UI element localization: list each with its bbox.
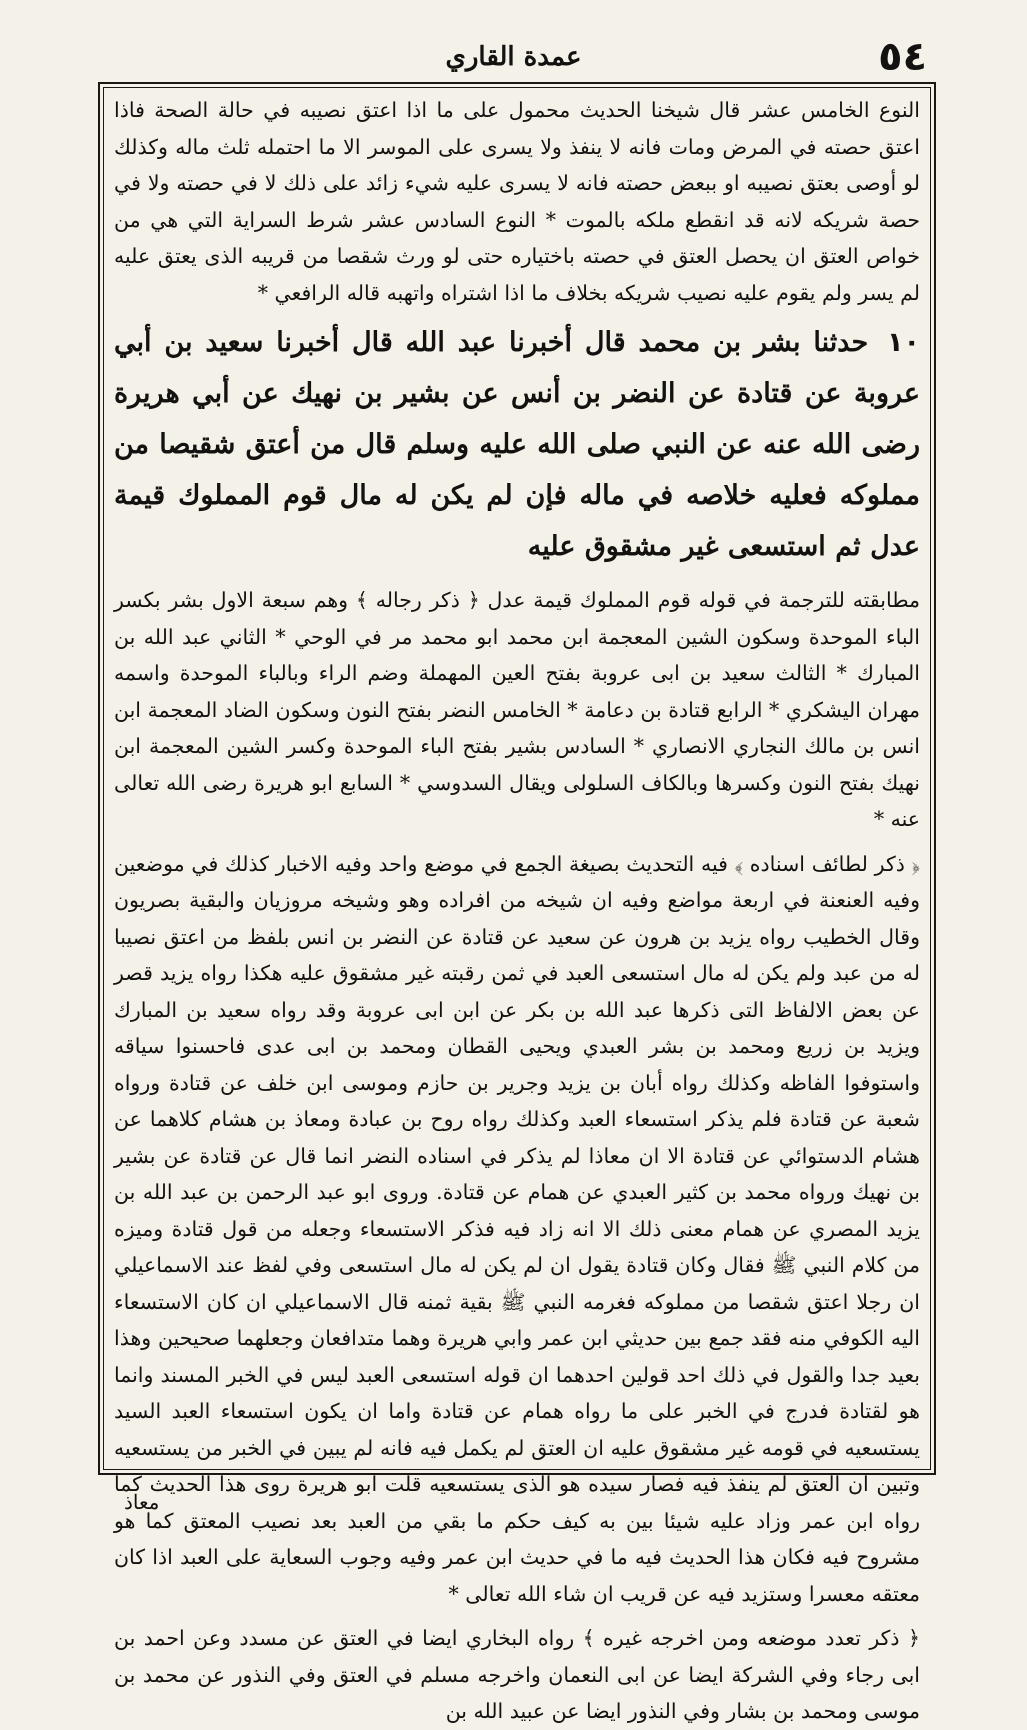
commentary-paragraph-2: مطابقته للترجمة في قوله قوم المملوك قيمة عدل ﴿ ذكر رجاله ﴾ وهم سبعة الاول بشر بكسر الباء الموحدة وسكون الشين المعجمة ابن محمد ابو محمد مر في الوحي * الثاني عبد الله بن المبارك * الثالث سعيد بن ابى عروبة بفتح العين المهملة وضم الراء وبالباء الموحدة واسمه مهران اليشكري * الرابع قتادة بن دعامة * الخامس النضر بفتح النون وسكون الضاد المعجمة ابن انس بن مالك النجاري الانصاري * السادس بشير بفتح الباء الموحدة وكسر الشين المعجمة ابن نهيك بفتح النون وكسرها وبالكاف السلولى ويقال السدوسي * السابع ابو هريرة رضى الله تعالى عنه * [114,588,920,831]
commentary-paragraph-3: ﴿ ذكر لطائف اسناده ﴾ فيه التحديث بصيغة الجمع في موضع واحد وفيه الاخبار كذلك في موضعين وفيه العنعنة في اربعة مواضع وفيه ان شيخه من افراده وهو وشيخه مروزيان والبقية بصريون وقال الخطيب رواه يزيد بن هرون عن سعيد عن قتادة عن النضر بن انس بلفظ من اعتق نصيبا له من عبد ولم يكن له مال استسعى العبد في ثمن رقبته غير مشقوق عليه هكذا رواه يزيد قصر عن بعض الالفاظ التى ذكرها عبد الله بن بكر عن ابن ابى عروبة وقد رواه سعيد بن المبارك ويزيد بن زريع ومحمد بن بشر العبدي ويحيى القطان ومحمد بن ابى عدى فاحسنوا سياقه واستوفوا الفاظه وكذلك رواه أبان بن يزيد وجرير بن حازم وموسى ابن خلف عن قتادة ورواه شعبة عن قتادة فلم يذكر استسعاء العبد وكذلك رواه روح بن عبادة ومعاذ بن هشام كلاهما عن هشام الدستوائي عن قتادة الا ان معاذا لم يذكر في اسناده النضر انما قال عن قتادة عن بشير بن نهيك ورواه محمد بن كثير العبدي عن همام عن قتادة. وروى ابو عبد الرحمن بن عبد الله بن يزيد المصري عن همام معنى ذلك الا انه زاد فيه فذكر الاستسعاء وجعله من قول قتادة وميزه من كلام النبي ﷺ فقال وكان قتادة يقول ان لم يكن له مال استسعى وفي لفظ عند الاسماعيلي ان رجلا اعتق شقصا من مملوكه فغرمه النبي ﷺ بقية ثمنه قال الاسماعيلي ان كان الاستسعاء اليه الكوفي منه فقد جمع بين حديثي ابن عمر وابي هريرة وهما متدافعان وجعلهما صحيحين وهذا بعيد جدا والقول في ذلك احد قولين احدهما ان قوله استسعى العبد ليس في الخبر المسند وانما هو لقتادة فدرج في الخبر على ما رواه همام عن قتادة واما ان يكون استسعاء العبد السيد يستسعيه في قومه غير مشقوق عليه ان العتق لم يكمل فيه فانه لم يبين في الخبر من يستسعيه وتبين ان العتق لم ينفذ فيه فصار سيده هو الذى يستسعيه قلت ابو هريرة روى هذا الحديث كما رواه ابن عمر وزاد عليه شيئا بين به كيف حكم ما بقي من العبد بعد نصيب المعتق كما هو مشروح فيه فكان هذا الحديث فيه ما في حديث ابن عمر وفيه وجوب السعاية على العبد اذا كان معتقه معسرا وستزيد فيه عن قريب ان شاء الله تعالى * [114,851,920,1606]
catchword: معاذ [124,1490,160,1514]
hadith-block [114,317,920,572]
commentary-paragraph-1: النوع الخامس عشر قال شيخنا الحديث محمول على ما اذا اعتق نصيبه في حالة الصحة فاذا اعتق حصته في المرض ومات فانه لا ينفذ ولا يسرى على الموسر الا ما احتمله ثلث ماله وكذلك لو أوصى بعتق نصيبه او ببعض حصته فانه لا يسرى عليه شيء زائد على ذلك لا في حصته ولا في حصة شريكه لانه قد انقطع ملكه بالموت * النوع السادس عشر شرط السراية التي هي من خواص العتق ان يحصل العتق في حصته باختياره حتى لو ورث شقصا من قريبه الذى يعتق عليه لم يسر ولم يقوم عليه نصيب شريكه بخلاف ما اذا اشتراه واتهبه قاله الرافعي * [114,98,920,305]
page-body [114,92,920,1723]
page-number: ٥٤ [878,34,927,80]
text-frame [98,82,936,1723]
commentary-paragraph-4: ﴿ ذكر تعدد موضعه ومن اخرجه غيره ﴾ رواه البخاري ايضا في العتق عن مسدد وعن احمد بن ابى رجاء وفي الشركة ايضا عن ابى النعمان واخرجه مسلم في العتق وفي النذور عن محمد بن موسى ومحمد بن بشار وفي النذور ايضا عن عبيد الله بن [114,1626,920,1723]
page-header [100,34,927,88]
running-title: عمدة القاري [445,42,582,72]
hadith-text: حدثنا بشر بن محمد قال أخبرنا عبد الله قال أخبرنا سعيد بن أبي عروبة عن قتادة عن النضر بن أنس عن بشير بن نهيك عن أبي هريرة رضى الله عنه عن النبي صلى الله عليه وسلم قال من أعتق شقيصا من مملوكه فعليه خلاصه في ماله فإن لم يكن له مال قوم المملوك قيمة عدل ثم استسعى غير مشقوق عليه [114,327,920,562]
hadith-number: ١٠ [887,327,920,358]
